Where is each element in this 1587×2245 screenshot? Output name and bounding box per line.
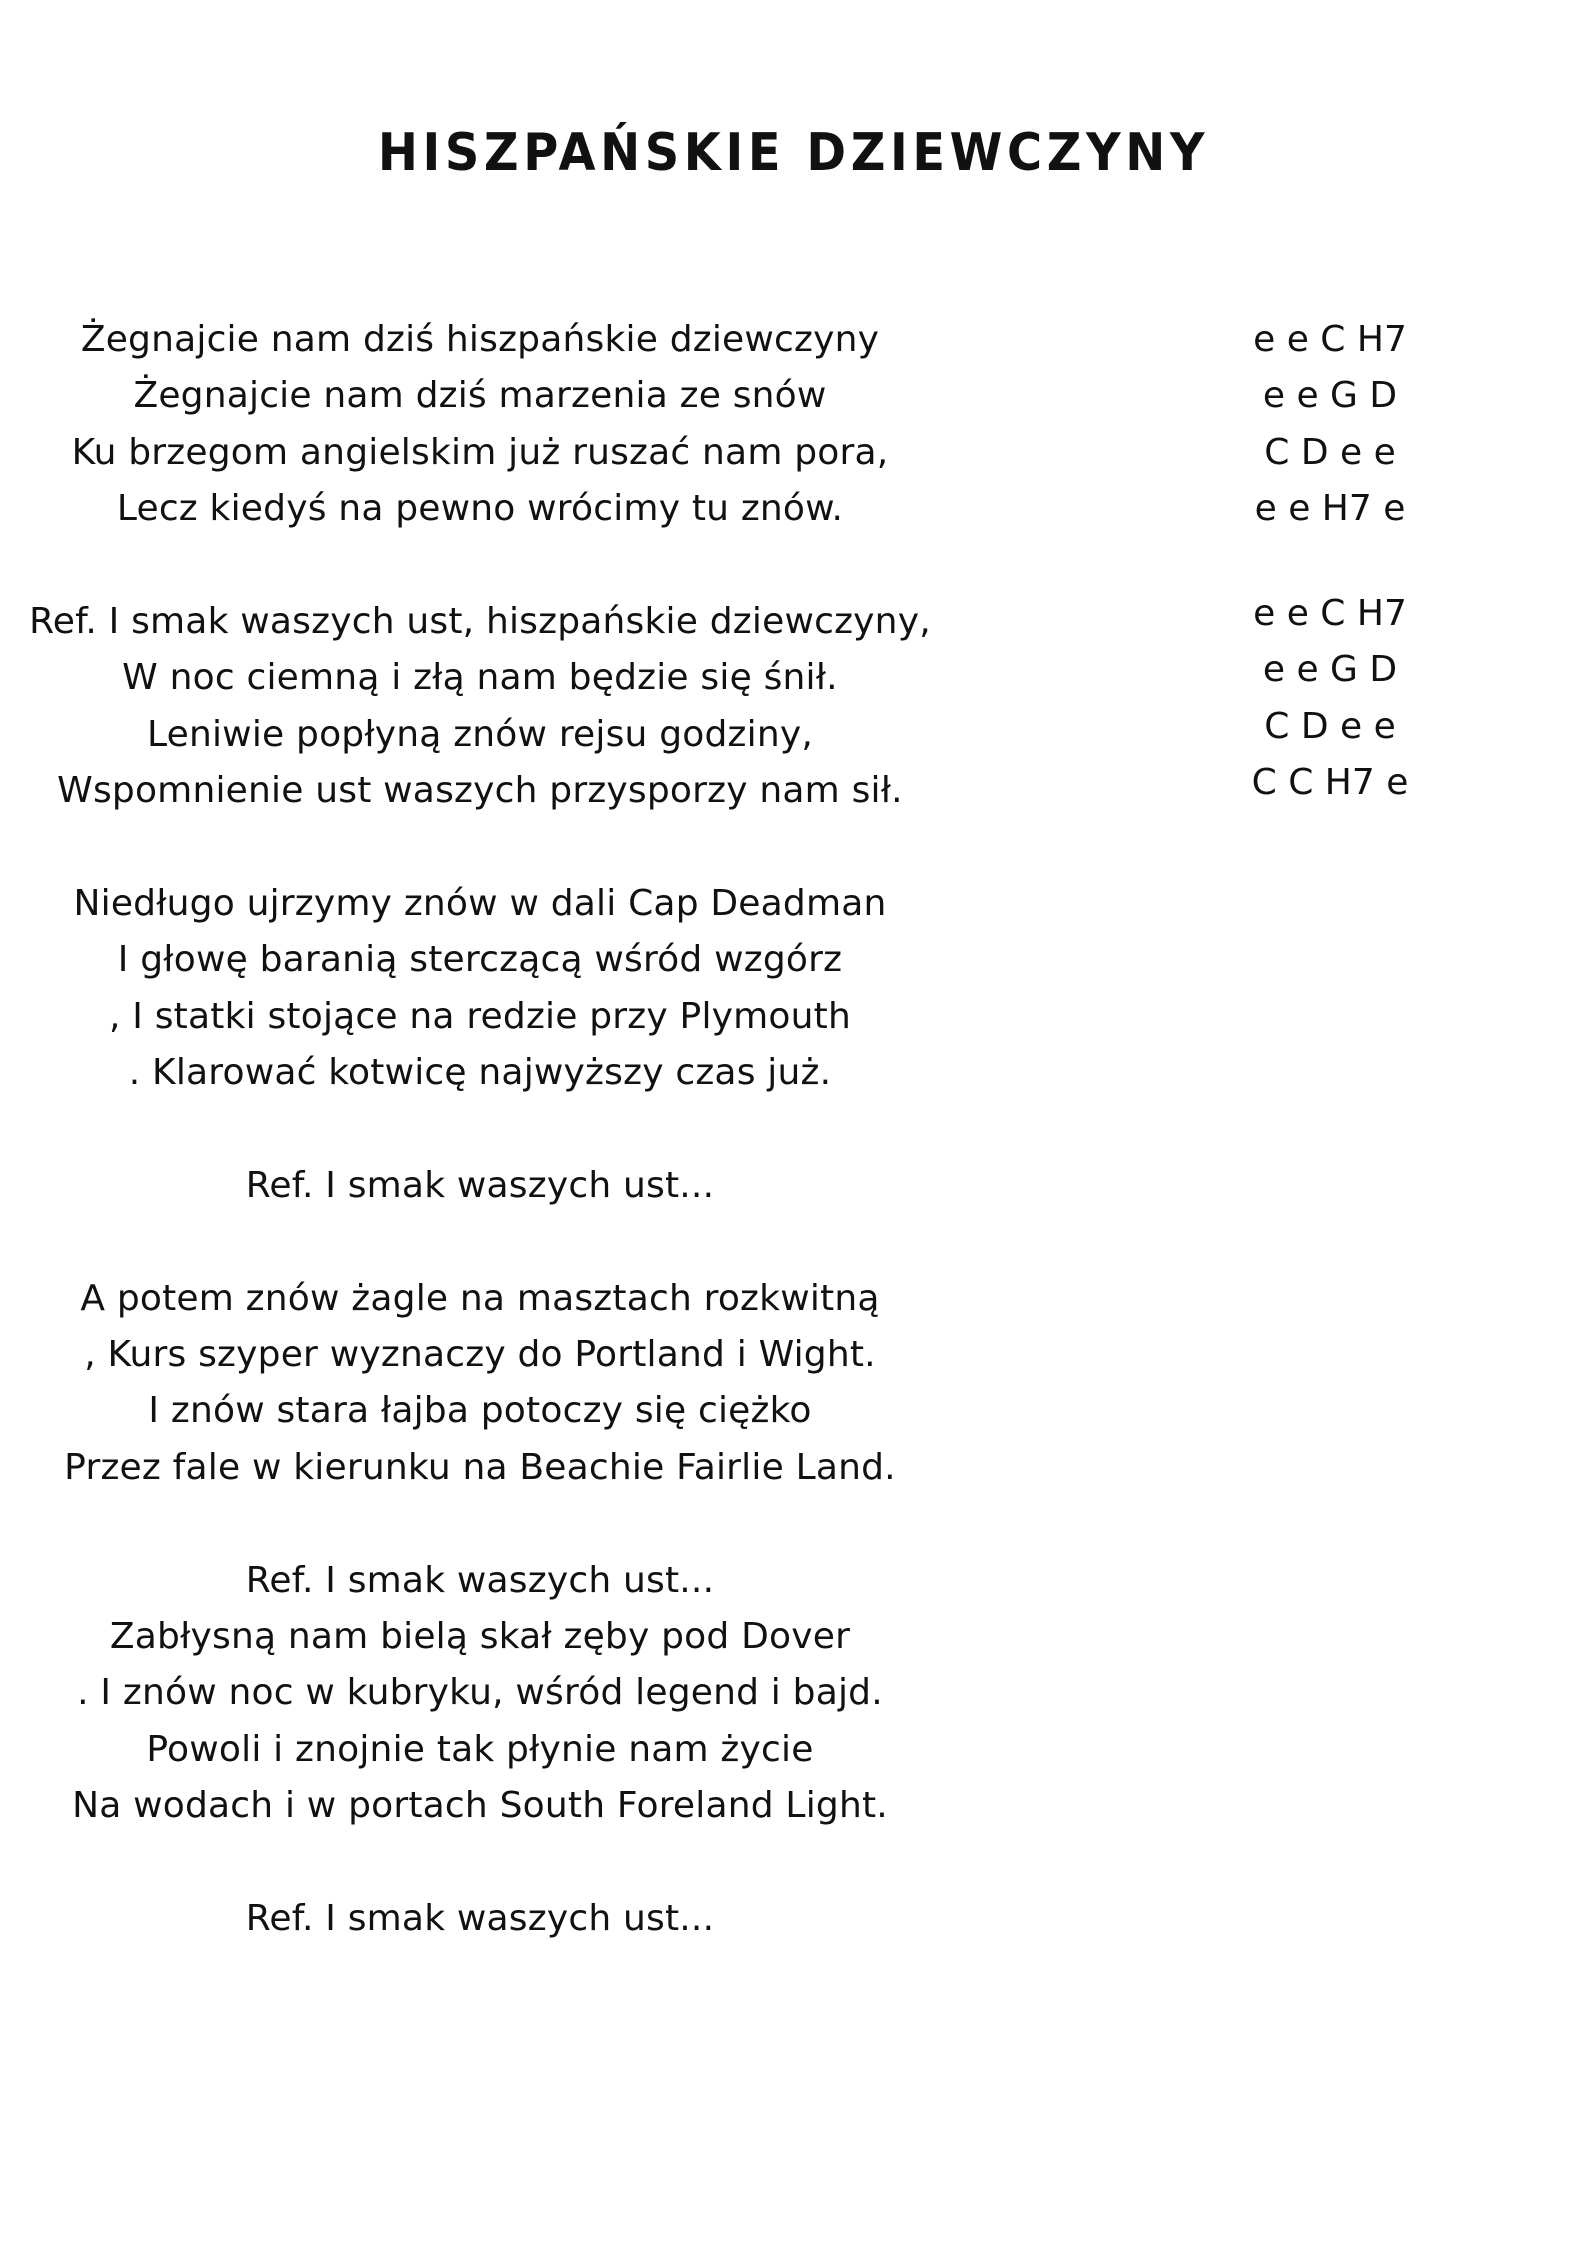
lyric-line: Żegnajcie nam dziś marzenia ze snów <box>133 375 827 417</box>
stanza-gap <box>0 1496 960 1552</box>
song-title: HISZPAŃSKIE DZIEWCZYNY <box>377 123 1210 183</box>
lyrics-block <box>0 312 960 1947</box>
lyric-line: Żegnajcie nam dziś hiszpańskie dziewczyny <box>80 319 880 360</box>
chord-line: C C H7 e <box>1251 762 1409 804</box>
lyric-line: Powoli i znojnie tak płynie nam życie <box>146 1728 814 1770</box>
chord-line: e e C H7 <box>1253 593 1407 634</box>
stanza-gap <box>0 1101 960 1157</box>
lyric-line: Na wodach i w portach South Foreland Light. <box>72 1785 888 1827</box>
chord-line: C D e e <box>1264 431 1396 473</box>
lyric-line: A potem znów żagle na masztach rozkwitną <box>80 1277 880 1319</box>
lyric-line: , I statki stojące na redzie przy Plymouth <box>108 995 851 1037</box>
lyric-line: I głowę baranią sterczącą wśród wzgórz <box>117 939 843 981</box>
lyric-line: . I znów noc w kubryku, wśród legend i bajd. <box>77 1672 883 1714</box>
chord-line: e e H7 e <box>1254 488 1406 530</box>
lyric-line: Leniwie popłyną znów rejsu godziny, <box>146 713 813 755</box>
stanza-gap <box>0 538 960 594</box>
chords-verse <box>1150 312 1510 538</box>
lyric-line: W noc ciemną i złą nam będzie się śnił. <box>122 657 838 699</box>
lyric-line: Ref. I smak waszych ust, hiszpańskie dziewczyny, <box>29 600 931 642</box>
lyric-line: Wspomnienie ust waszych przysporzy nam sił. <box>57 770 903 812</box>
refrain-reference: Ref. I smak waszych ust... <box>245 1559 715 1601</box>
lyric-line: , Kurs szyper wyznaczy do Portland i Wight. <box>84 1334 876 1376</box>
lyric-line: . Klarować kotwicę najwyższy czas już. <box>128 1052 832 1094</box>
lyric-line: Ku brzegom angielskim już ruszać nam pora, <box>71 431 889 473</box>
lyric-line: Przez fale w kierunku na Beachie Fairlie Land. <box>64 1446 896 1488</box>
chord-line: e e G D <box>1262 375 1398 417</box>
refrain-reference: Ref. I smak waszych ust... <box>245 1164 715 1206</box>
lyric-line: Lecz kiedyś na pewno wrócimy tu znów. <box>116 488 844 530</box>
stanza-gap <box>0 820 960 876</box>
stanza-gap <box>0 1835 960 1891</box>
stanza-gap <box>0 1214 960 1270</box>
chords-refrain <box>1150 586 1510 812</box>
lyric-line: I znów stara łajba potoczy się ciężko <box>148 1390 812 1432</box>
refrain-reference: Ref. I smak waszych ust... <box>245 1897 715 1939</box>
chord-line: C D e e <box>1264 705 1396 747</box>
chord-line: e e G D <box>1262 649 1398 691</box>
chord-line: e e C H7 <box>1253 319 1407 360</box>
lyric-line: Niedługo ujrzymy znów w dali Cap Deadman <box>73 882 887 924</box>
lyric-line: Zabłysną nam bielą skał zęby pod Dover <box>109 1615 851 1657</box>
